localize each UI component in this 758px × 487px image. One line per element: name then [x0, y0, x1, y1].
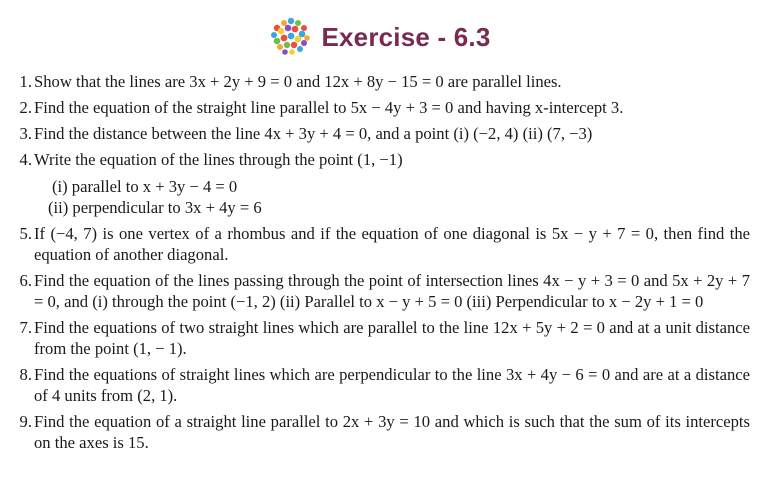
item-number: 8. — [19, 365, 32, 384]
sub-list — [34, 176, 750, 218]
list-item — [10, 149, 750, 218]
item-number: 5. — [19, 224, 32, 243]
list-item — [10, 364, 750, 406]
item-number: 4. — [19, 150, 32, 169]
item-text: Find the equations of straight lines which are perpendicular to the line 3x + 4y − 6 = 0 and are at a distance of 4 units from (2, 1). — [34, 365, 750, 405]
list-item — [10, 317, 750, 359]
item-number: 1. — [19, 72, 32, 91]
page-title: Exercise - 6.3 — [321, 21, 491, 52]
list-item — [10, 223, 750, 265]
page-header — [0, 12, 758, 62]
item-text: If (−4, 7) is one vertex of a rhombus and if the equation of one diagonal is 5x − y + 7 = 0, then find the equation of another diagonal. — [34, 224, 750, 264]
list-item — [10, 411, 750, 453]
sub-item: (ii) perpendicular to 3x + 4y = 6 — [48, 198, 262, 217]
list-item — [10, 270, 750, 312]
item-number: 3. — [19, 124, 32, 143]
colorful-dots-logo-icon — [267, 14, 313, 60]
list-item — [10, 97, 750, 118]
item-body — [34, 149, 750, 218]
item-text: Find the distance between the line 4x + 3y + 4 = 0, and a point (i) (−2, 4) (ii) (7, −3) — [34, 124, 593, 143]
item-text: Write the equation of the lines through the point (1, −1) — [34, 150, 403, 169]
list-item — [10, 71, 750, 92]
item-text: Show that the lines are 3x + 2y + 9 = 0 and 12x + 8y − 15 = 0 are parallel lines. — [34, 72, 562, 91]
item-number: 7. — [19, 318, 32, 337]
item-text: Find the equations of two straight lines which are parallel to the line 12x + 5y + 2 = 0 and at a unit distance from the point (1, − 1). — [34, 318, 750, 358]
item-number: 6. — [19, 271, 32, 290]
sub-item: (i) parallel to x + 3y − 4 = 0 — [52, 177, 238, 196]
item-text: Find the equation of the straight line parallel to 5x − 4y + 3 = 0 and having x-intercept 3. — [34, 98, 624, 117]
exercise-list — [10, 71, 750, 458]
item-number: 2. — [19, 98, 32, 117]
item-number: 9. — [19, 412, 32, 431]
item-text: Find the equation of the lines passing through the point of intersection lines 4x − y + 3 = 0 and 5x + 2y + 7 = 0, and (i) through the point (−1, 2) (ii) Parallel to x − y + 5 = 0 (iii) Perpendicular to x − 2y + 1 = 0 — [34, 271, 750, 311]
list-item — [10, 123, 750, 144]
item-text: Find the equation of a straight line parallel to 2x + 3y = 10 and which is such that the sum of its intercepts on the axes is 15. — [34, 412, 750, 452]
